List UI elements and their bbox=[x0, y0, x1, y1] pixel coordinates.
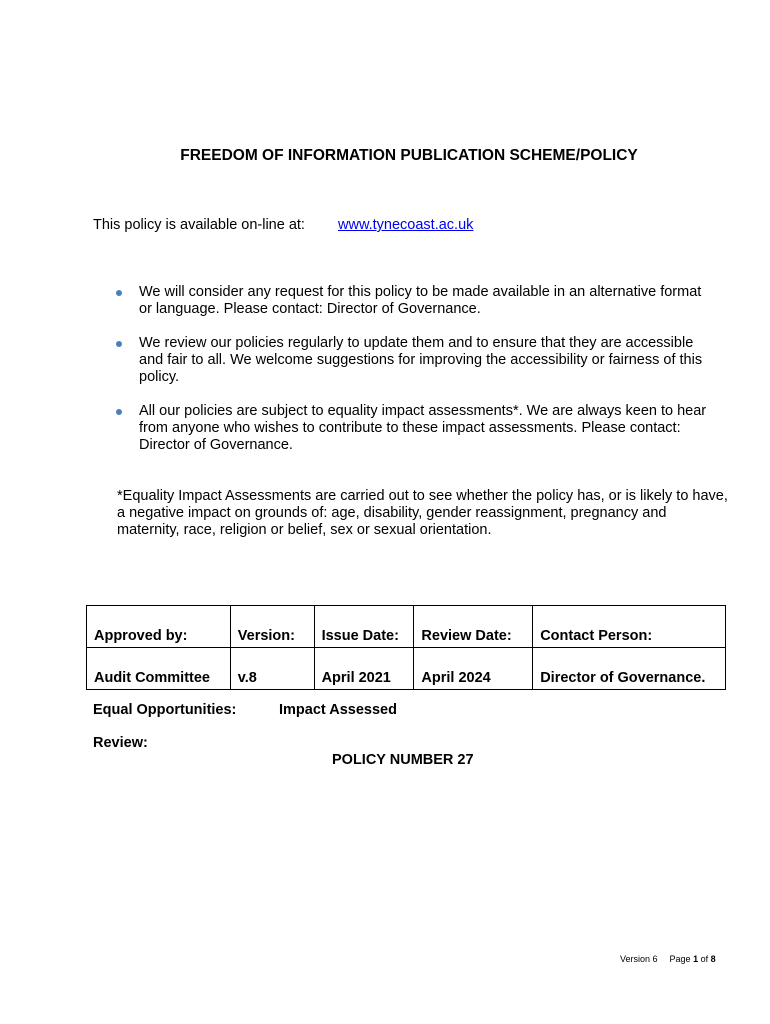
equal-opportunities-label: Equal Opportunities: bbox=[93, 702, 237, 718]
document-title: FREEDOM OF INFORMATION PUBLICATION SCHEME/POLICY bbox=[180, 147, 638, 164]
availability-line bbox=[93, 217, 474, 233]
bullet-text: All our policies are subject to equality impact assessments*. We are always keen to hear from anyone who wishes to contribute to these impact assessments. Please contact: Director of Governance. bbox=[139, 403, 707, 453]
equal-opportunities-value: Impact Assessed bbox=[279, 702, 397, 718]
policy-number: POLICY NUMBER 27 bbox=[332, 752, 474, 768]
bullet-icon bbox=[116, 341, 122, 347]
cell-contact-person: Director of Governance. bbox=[533, 648, 726, 690]
header-review-date: Review Date: bbox=[414, 606, 533, 648]
bullet-item bbox=[114, 284, 714, 318]
header-approved-by: Approved by: bbox=[87, 606, 231, 648]
cell-version: v.8 bbox=[230, 648, 314, 690]
footer-page-total: 8 bbox=[710, 954, 716, 964]
table-row bbox=[87, 648, 726, 690]
cell-issue-date: April 2021 bbox=[314, 648, 414, 690]
footer-page-of: of bbox=[700, 954, 709, 964]
header-issue-date: Issue Date: bbox=[314, 606, 414, 648]
bullet-item bbox=[114, 403, 714, 454]
approval-table bbox=[86, 605, 726, 690]
policy-bullet-list bbox=[114, 284, 714, 471]
website-link[interactable]: www.tynecoast.ac.uk bbox=[338, 217, 474, 233]
availability-label: This policy is available on-line at: bbox=[93, 217, 305, 233]
footer-page-current: 1 bbox=[693, 954, 699, 964]
page-footer bbox=[620, 954, 716, 964]
bullet-text: We will consider any request for this policy to be made available in an alternative format or language. Please contact: Director of Governance. bbox=[139, 284, 702, 317]
cell-review-date: April 2024 bbox=[414, 648, 533, 690]
equality-footnote: *Equality Impact Assessments are carried out to see whether the policy has, or is likely to have, a negative impact on grounds of: age, disability, gender reassignment, pregnancy and maternity, race, religion or belief, sex or sexual orientation. bbox=[117, 488, 728, 538]
bullet-item bbox=[114, 335, 714, 386]
header-contact-person: Contact Person: bbox=[533, 606, 726, 648]
review-label: Review: bbox=[93, 735, 148, 751]
bullet-icon bbox=[116, 290, 122, 296]
footer-version: Version 6 bbox=[620, 954, 658, 964]
bullet-text: We review our policies regularly to update them and to ensure that they are accessible and fair to all. We welcome suggestions for improving the accessibility or fairness of this policy. bbox=[139, 335, 703, 385]
header-version: Version: bbox=[230, 606, 314, 648]
cell-approved-by: Audit Committee bbox=[87, 648, 231, 690]
table-header-row bbox=[87, 606, 726, 648]
bullet-icon bbox=[116, 409, 122, 415]
footer-page-prefix: Page bbox=[669, 954, 691, 964]
